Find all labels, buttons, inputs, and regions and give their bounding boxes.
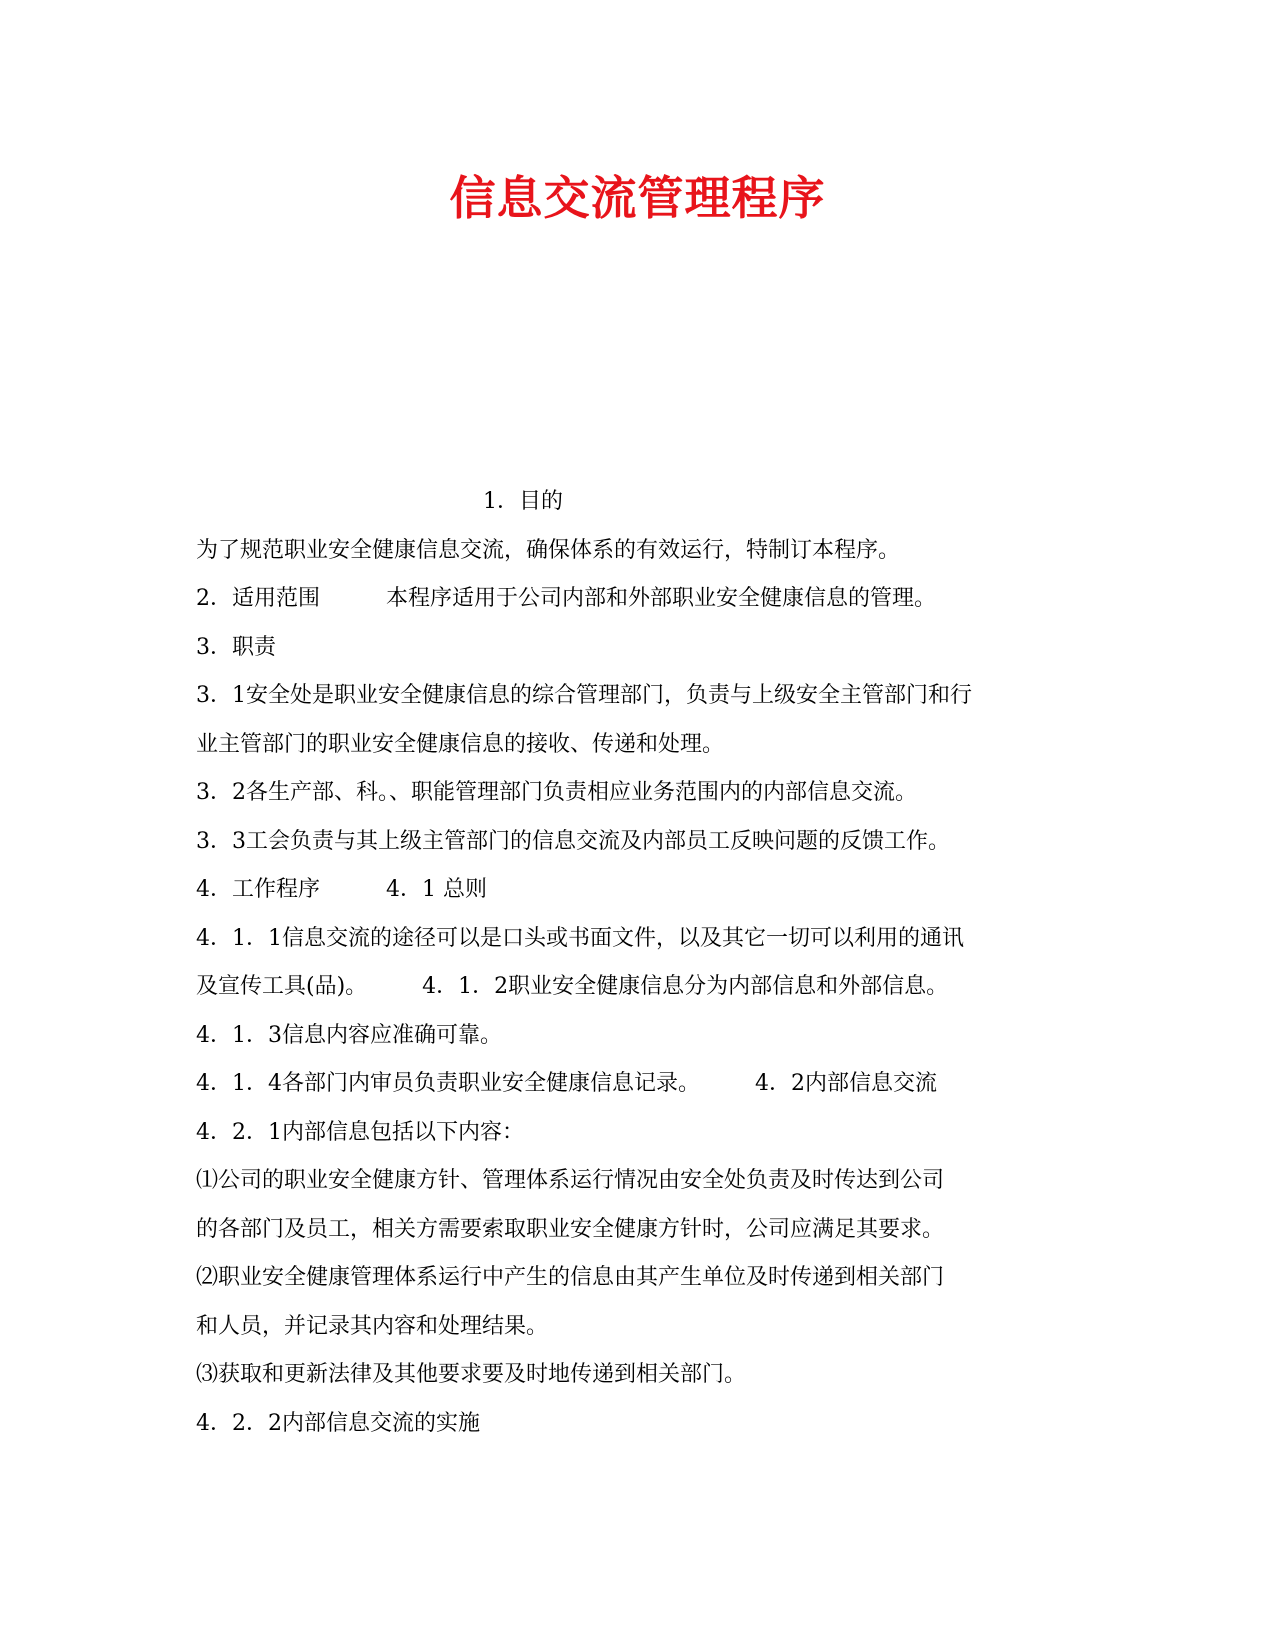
paragraph-line: 的各部门及员工，相关方需要索取职业安全健康方针时，公司应满足其要求。	[196, 1216, 945, 1242]
document-body	[196, 478, 1076, 1448]
paragraph-line: 3．2各生产部、科。、职能管理部门负责相应业务范围内的内部信息交流。	[196, 780, 917, 805]
paragraph-line: ⑴公司的职业安全健康方针、管理体系运行情况由安全处负责及时传达到公司	[196, 1168, 945, 1193]
section-heading-procedure: 4．工作程序 4．1 总则	[196, 877, 487, 902]
paragraph-line: 及宣传工具(品)。 4．1．2职业安全健康信息分为内部信息和外部信息。	[196, 974, 949, 999]
paragraph-line: ⑵职业安全健康管理体系运行中产生的信息由其产生单位及时传递到相关部门	[196, 1265, 945, 1290]
paragraph-line: 3．1安全处是职业安全健康信息的综合管理部门，负责与上级安全主管部门和行	[196, 683, 972, 708]
paragraph-line: 为了规范职业安全健康信息交流，确保体系的有效运行，特制订本程序。	[196, 537, 901, 563]
document-title: 信息交流管理程序	[449, 171, 826, 225]
section-heading-scope: 2．适用范围 本程序适用于公司内部和外部职业安全健康信息的管理。	[196, 586, 936, 611]
paragraph-line: 4．1．1信息交流的途径可以是口头或书面文件，以及其它一切可以利用的通讯	[196, 925, 964, 951]
paragraph-line: 4．2．2内部信息交流的实施	[196, 1410, 480, 1436]
paragraph-line: 业主管部门的职业安全健康信息的接收、传递和处理。	[196, 731, 725, 757]
paragraph-line: 4．1．4各部门内审员负责职业安全健康信息记录。 4．2内部信息交流	[196, 1071, 937, 1096]
paragraph-line: 3．3工会负责与其上级主管部门的信息交流及内部员工反映问题的反馈工作。	[196, 828, 950, 854]
section-heading-responsibilities: 3．职责	[196, 634, 276, 660]
paragraph-line: ⑶获取和更新法律及其他要求要及时地传递到相关部门。	[196, 1362, 747, 1387]
section-heading-purpose: 1．目的	[483, 489, 563, 514]
paragraph-line: 4．2．1内部信息包括以下内容：	[196, 1119, 524, 1145]
paragraph-line: 4．1．3信息内容应准确可靠。	[196, 1022, 502, 1048]
paragraph-line: 和人员，并记录其内容和处理结果。	[196, 1313, 549, 1339]
